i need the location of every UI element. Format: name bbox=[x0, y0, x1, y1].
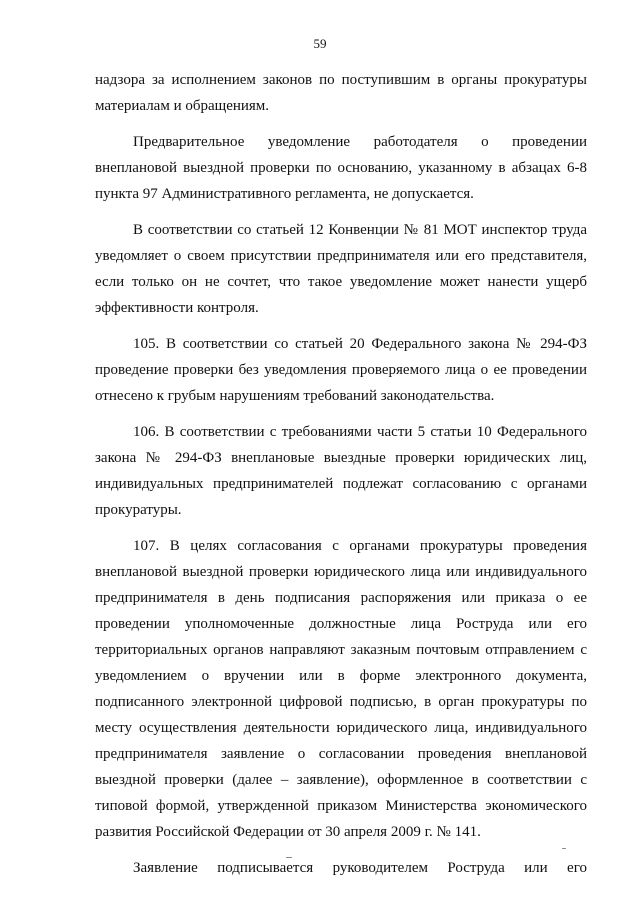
paragraph-prior-notice: Предварительное уведомление работодателя о проведении внеплановой выездной проверки по основанию, указанному в абзацах 6-8 пункта 97 Административного регламента, не допускается. bbox=[95, 134, 587, 202]
paragraph-105: 105. В соответствии со статьей 20 Федерального закона № 294-ФЗ проведение проверки без уведомления проверяемого лица о ее проведении отнесено к грубым нарушениям требований законодательства. bbox=[95, 336, 587, 404]
scan-speck bbox=[562, 848, 566, 849]
scan-speck bbox=[286, 857, 292, 858]
paragraph-107: 107. В целях согласования с органами прокуратуры проведения внеплановой выездной проверки юридического лица или индивидуального предпринимателя в день подписания распоряжения или приказа о ее проведении уполномоченные должностные лица Роструда или его территориальных органов направляют заказным почтовым отправлением с уведомлением о вручении или в форме электронного документа, подписанного электронной цифровой подписью, в орган прокуратуры по месту осуществления деятельности юридического лица, индивидуального предпринимателя заявление о согласовании проведения внеплановой выездной проверки (далее – заявление), оформленное в соответствии с типовой формой, утвержденной приказом Министерства экономического развития Российской Федерации от 30 апреля 2009 г. № 141. bbox=[95, 538, 587, 840]
paragraph-continuation: надзора за исполнением законов по поступившим в органы прокуратуры материалам и обращениям. bbox=[95, 72, 587, 114]
paragraph-application-signed: Заявление подписывается руководителем Роструда или его bbox=[133, 860, 587, 876]
document-body bbox=[95, 67, 587, 881]
paragraph-ilo-convention: В соответствии со статьей 12 Конвенции № 81 МОТ инспектор труда уведомляет о своем присутствии предпринимателя или его представителя, если только он не сочтет, что такое уведомление может нанести ущерб эффективности контроля. bbox=[95, 222, 587, 316]
paragraph-106: 106. В соответствии с требованиями части 5 статьи 10 Федерального закона № 294-ФЗ внеплановые выездные проверки юридических лиц, индивидуальных предпринимателей подлежат согласованию с органами прокуратуры. bbox=[95, 424, 587, 518]
page-number: 59 bbox=[313, 36, 327, 51]
